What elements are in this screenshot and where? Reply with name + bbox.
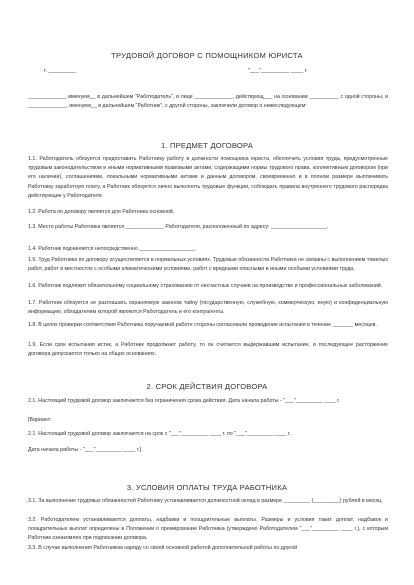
section-title-term: 2. СРОК ДЕЙСТВИЯ ДОГОВОРА: [146, 382, 268, 391]
clause-1-9: 1.9. Если срок испытания истек, а Работник продолжает работу, то он считается выдержавшим испытание, и последующее расторжение договора допускается только на общих основаниях.: [28, 342, 388, 358]
clause-3-1: 3.1. За выполнение трудовых обязанностей Работнику устанавливается должностной оклад в размере _________ (_________) рублей в месяц.: [28, 498, 383, 504]
clause-1-6: 1.6. Работник подлежит обязательному социальному страхованию от несчастных случаев на производстве и профессиональных заболеваний.: [28, 283, 383, 289]
clause-2-start-date: Дата начала работы - "___"_________ ____ г.]: [28, 447, 141, 453]
city-line: г. _________: [44, 68, 77, 74]
clause-1-7: 1.7. Работник обязуется не разглашать охраняемую законом тайну (государственную, служебную, коммерческую, иную) и конфиденциальную информацию, обладателем которой являются Работодатель и его контрагенты.: [28, 300, 388, 316]
section-title-pay: 3. УСЛОВИЯ ОПЛАТЫ ТРУДА РАБОТНИКА: [126, 483, 288, 492]
date-line: "___"_________ ____ г.: [248, 68, 308, 74]
clause-2-1: 2.1. Настоящий трудовой договор заключается без ограничения срока действия. Дата начала работы - "___"_________ ____ г.: [28, 398, 340, 404]
clause-1-4: 1.4. Работник подчиняется непосредственно ___________________.: [28, 246, 197, 252]
clause-1-8: 1.8. В целях проверки соответствия Работника поручаемой работе стороны согласовали проведение испытания в течение _______ месяцев.: [28, 322, 377, 328]
clause-1-1: 1.1. Работодатель обязуется предоставить Работнику работу в должности помощника юриста, обеспечить условия труда, предусмотренные трудовым законодательством и иными нормативными правовыми актами, содержащими нормы трудового права, коллективным договором (при его наличии), соглашениями, локальными нормативными актами и данным договором, своевременно и в полном размере выплачивать Работнику заработную плату, а Работник обязуется лично выполнять трудовые функции, соблюдать правила внутреннего трудового распорядка действующие у Работодателя.: [28, 156, 388, 199]
clause-3-2: 3.2. Работодателем устанавливаются доплаты, надбавки и поощрительные выплаты. Размеры и условия таких доплат, надбавок и поощрительных выплат определены в Положении о премировании Работника (утверждено Работодателем "___"_________ ____ г.), с которым Работник ознакомлен при подписании договора.: [28, 517, 388, 542]
document-title: ТРУДОВОЙ ДОГОВОР С ПОМОЩНИКОМ ЮРИСТА: [111, 51, 303, 60]
clause-1-3: 1.3. Место работы Работника является _____________ Работодателя, расположенный по адресу: ___________________.: [28, 224, 329, 230]
clause-2-variant: [Вариант:: [28, 417, 52, 423]
preamble: _____________ именуем__ в дальнейшем "Работодатель", в лице _____________, действующ___ на основании __________ с одной стороны, и _____________, именуем__ в дальнейшем "Работник", с другой стороны, заключили договор о нижеследующем:: [28, 94, 388, 110]
clause-2-1-alt: 2.1. Настоящий трудовой договор заключается на срок с "___"_________ ____ г. по "___"_________ ____ г.: [28, 431, 291, 437]
section-title-subject: 1. ПРЕДМЕТ ДОГОВОРА: [160, 141, 254, 150]
clause-1-5: 1.5. Труд Работника по договору осуществляется в нормальных условиях. Трудовые обязанности Работника не связаны с выполнением тяжелых работ, работ в местностях с особыми климатическими условиями, работ с вредными опасными и иными особыми условиями труда.: [28, 257, 388, 273]
clause-1-2: 1.2. Работа по договору является для Работника основной.: [28, 209, 175, 215]
clause-3-3: 3.3. В случае выполнения Работником наряду со своей основной работой дополнительной работы по другой: [28, 545, 298, 551]
